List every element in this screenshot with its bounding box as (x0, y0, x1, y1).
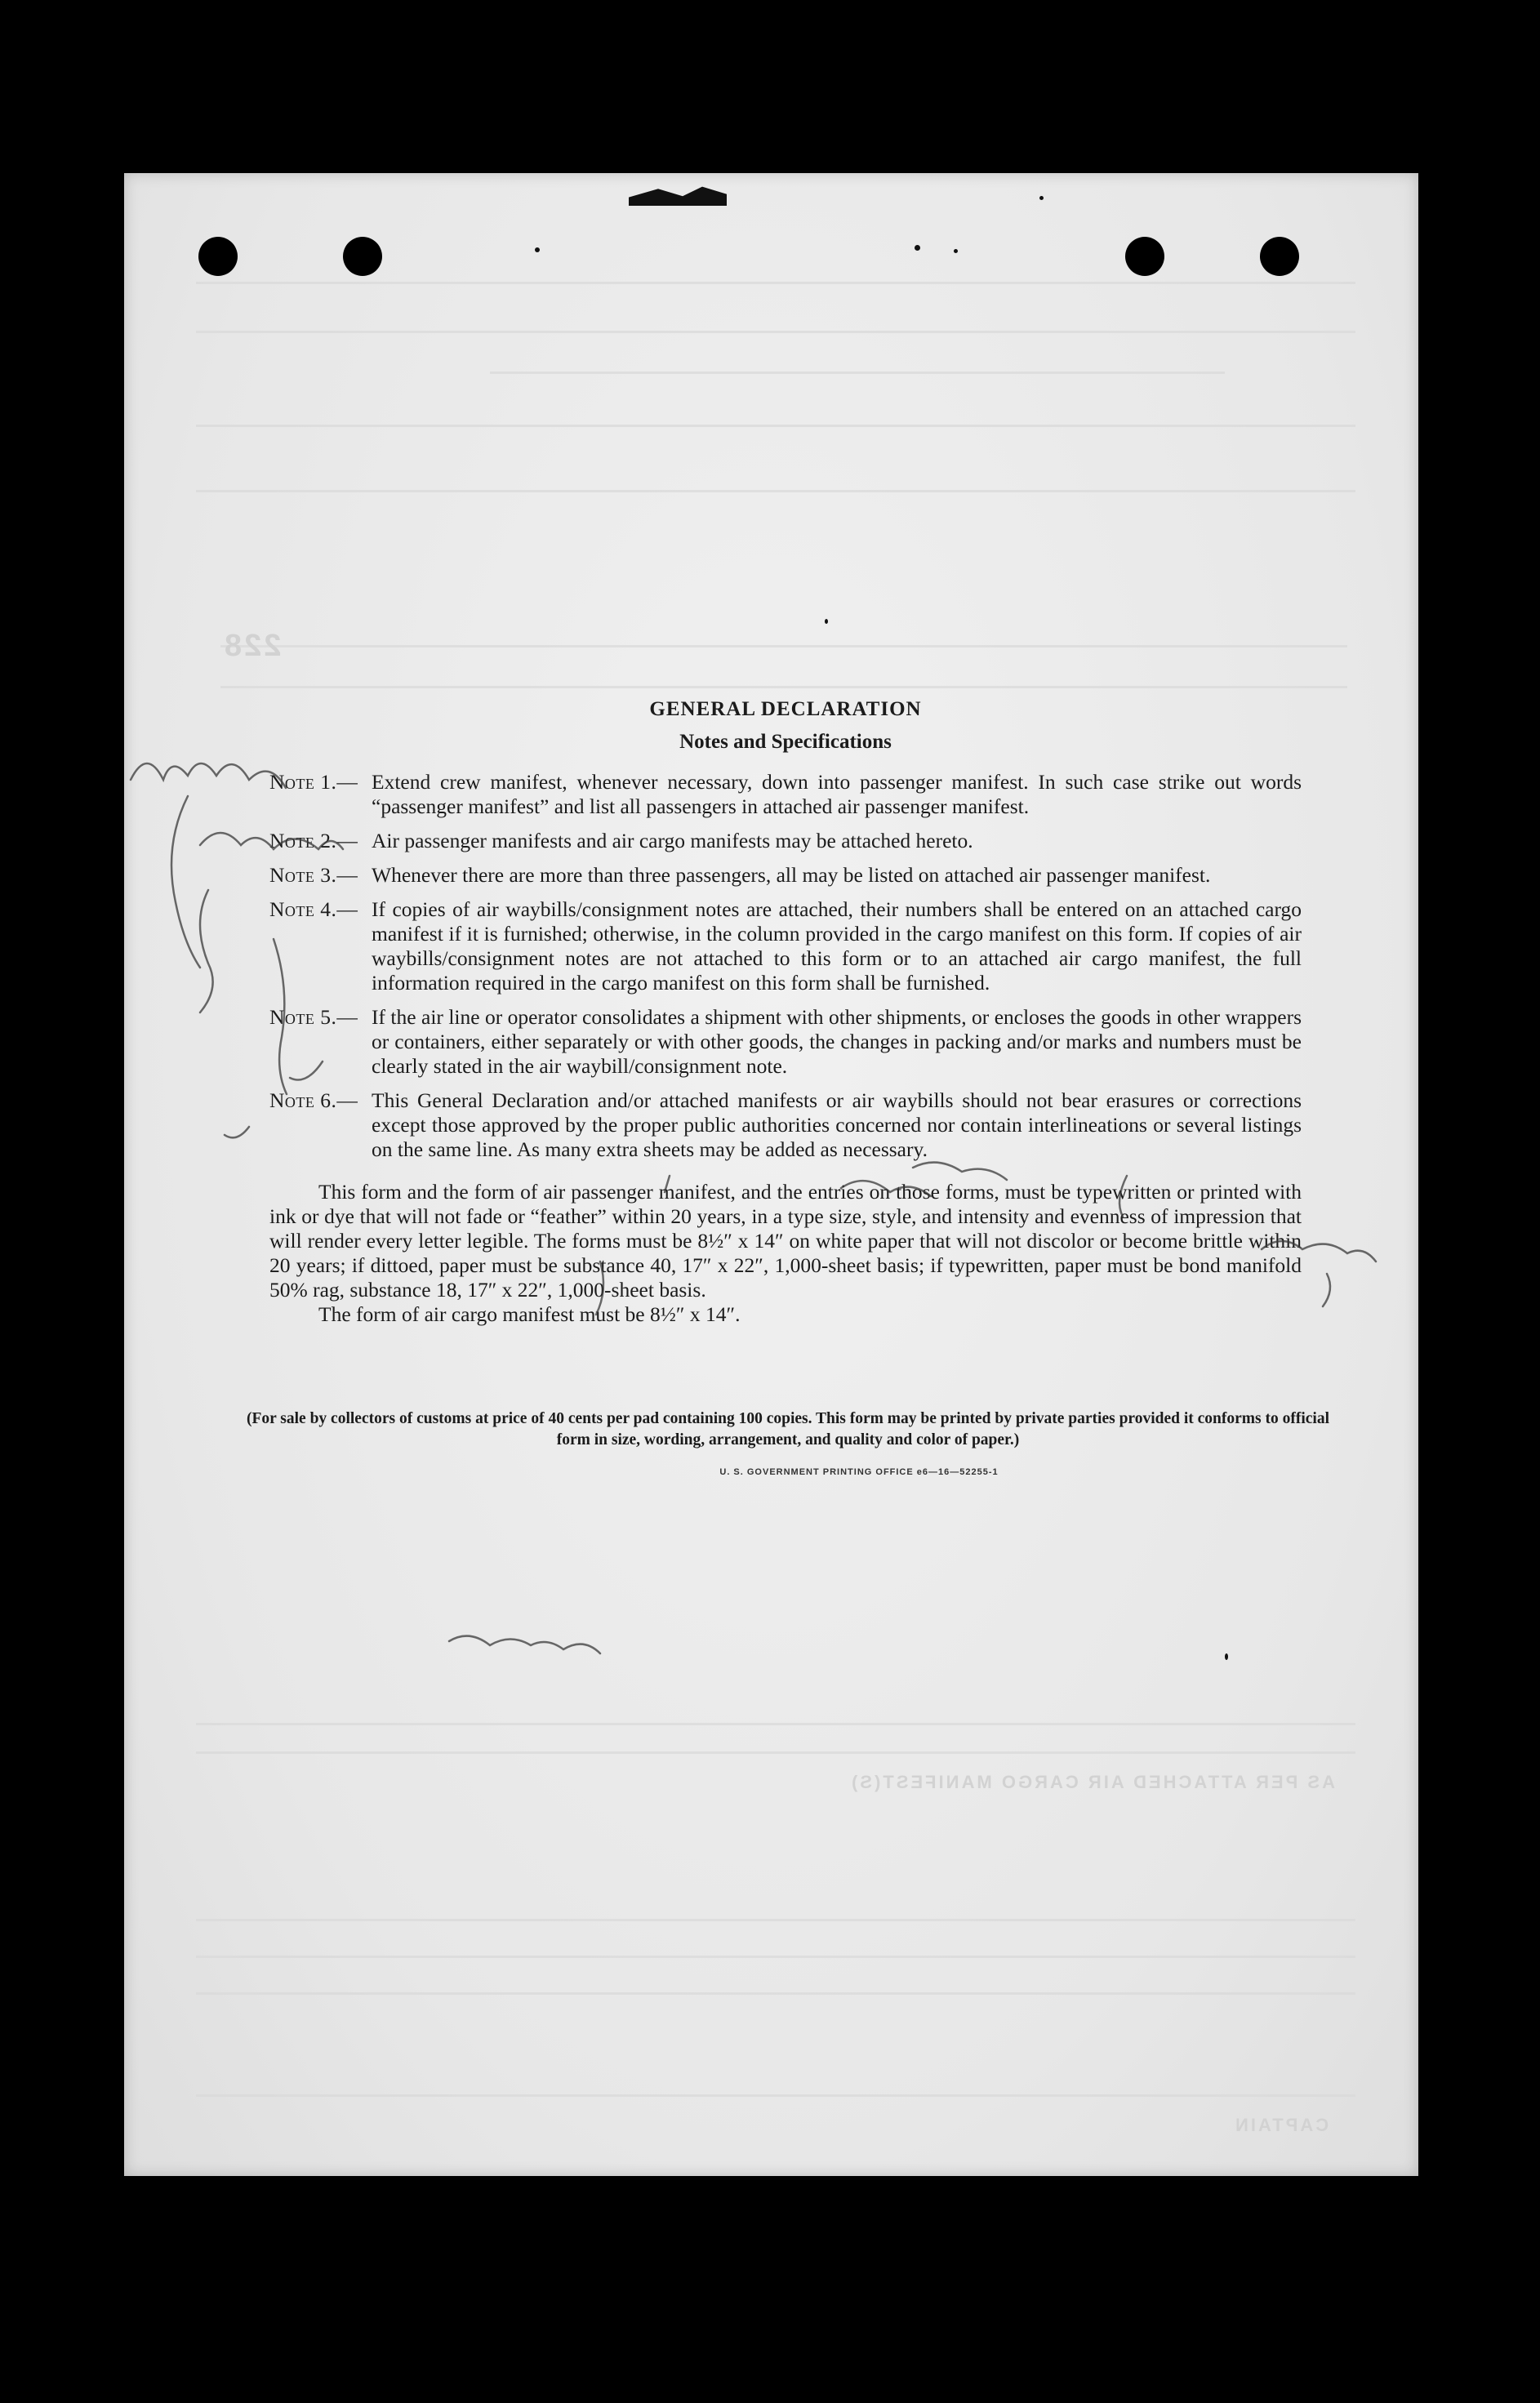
note-text: Extend crew manifest, whenever necessary, down into passenger manifest. In such case strike out words “passenger manifest” and list all passengers in attached air passenger manifest. (372, 770, 1302, 818)
note-text: This General Declaration and/or attached manifests or air waybills should not bear erasures or corrections except those approved by the proper public authorities concerned nor contain interlineations or several listings on the same line. As many extra sheets may be added as necessary. (372, 1088, 1302, 1161)
speck (1225, 1653, 1228, 1660)
cargo-manifest-size-line: The form of air cargo manifest must be 8½″ x 14″. (318, 1302, 741, 1326)
speck (535, 247, 540, 252)
declaration-notes (246, 698, 1330, 1477)
note-item (269, 829, 1302, 853)
document-subtitle: Notes and Specifications (679, 731, 892, 753)
note-item (269, 897, 1302, 995)
punch-hole (1125, 237, 1164, 276)
sale-notice: (For sale by collectors of customs at price of 40 cents per pad containing 100 copies. This form may be printed by private parties provided it conforms to official form in size, wording, arrangement, and quality and color of paper.) (246, 1410, 1330, 1448)
speck (915, 245, 920, 251)
note-label: Note 3.— (269, 863, 358, 887)
printer-imprint: U. S. GOVERNMENT PRINTING OFFICE e6—16—52255-1 (719, 1467, 999, 1477)
document-title: GENERAL DECLARATION (649, 698, 922, 720)
punch-hole (343, 237, 382, 276)
note-item (269, 1005, 1302, 1079)
note-text: If the air line or operator consolidates a shipment with other shipments, or encloses the goods in other wrappers or containers, either separately or with other goods, the changes in packing and/or marks and numbers must be clearly stated in the air waybill/consignment note. (372, 1005, 1302, 1078)
punch-hole (1260, 237, 1299, 276)
speck (825, 619, 828, 624)
note-item (269, 1088, 1302, 1162)
speck (954, 249, 958, 253)
note-text: If copies of air waybills/consignment notes are attached, their numbers shall be entered on an attached cargo manifest if it is furnished; otherwise, in the column provided in the cargo manifest on this form. If copies of air waybills/consignment notes are not attached to this form or to an attached air cargo manifest, the full information required in the cargo manifest on this form shall be furnished. (372, 897, 1302, 995)
note-text: Air passenger manifests and air cargo manifests may be attached hereto. (372, 829, 973, 852)
punch-hole (198, 237, 238, 276)
note-item (269, 770, 1302, 819)
note-label: Note 2.— (269, 829, 358, 852)
note-text: Whenever there are more than three passengers, all may be listed on attached air passenger manifest. (372, 863, 1211, 887)
note-label: Note 6.— (269, 1088, 358, 1112)
specification-paragraph: This form and the form of air passenger manifest, and the entries on those forms, must be typewritten or printed with ink or dye that will not fade or “feather” within 20 years, in a type size, style, and intensity and evenness of impression that will render every letter legible. The forms must be 8½″ x 14″ on white paper that will not discolor or become brittle within 20 years; if dittoed, paper must be substance 40, 17″ x 22″, 1,000-sheet basis; if typewritten, paper must be bond manifold 50% rag, substance 18, 17″ x 22″, 1,000-sheet basis. (269, 1180, 1302, 1302)
speck (1039, 196, 1044, 200)
note-item (269, 863, 1302, 888)
note-label: Note 1.— (269, 770, 358, 794)
note-label: Note 4.— (269, 897, 358, 921)
note-label: Note 5.— (269, 1005, 358, 1029)
